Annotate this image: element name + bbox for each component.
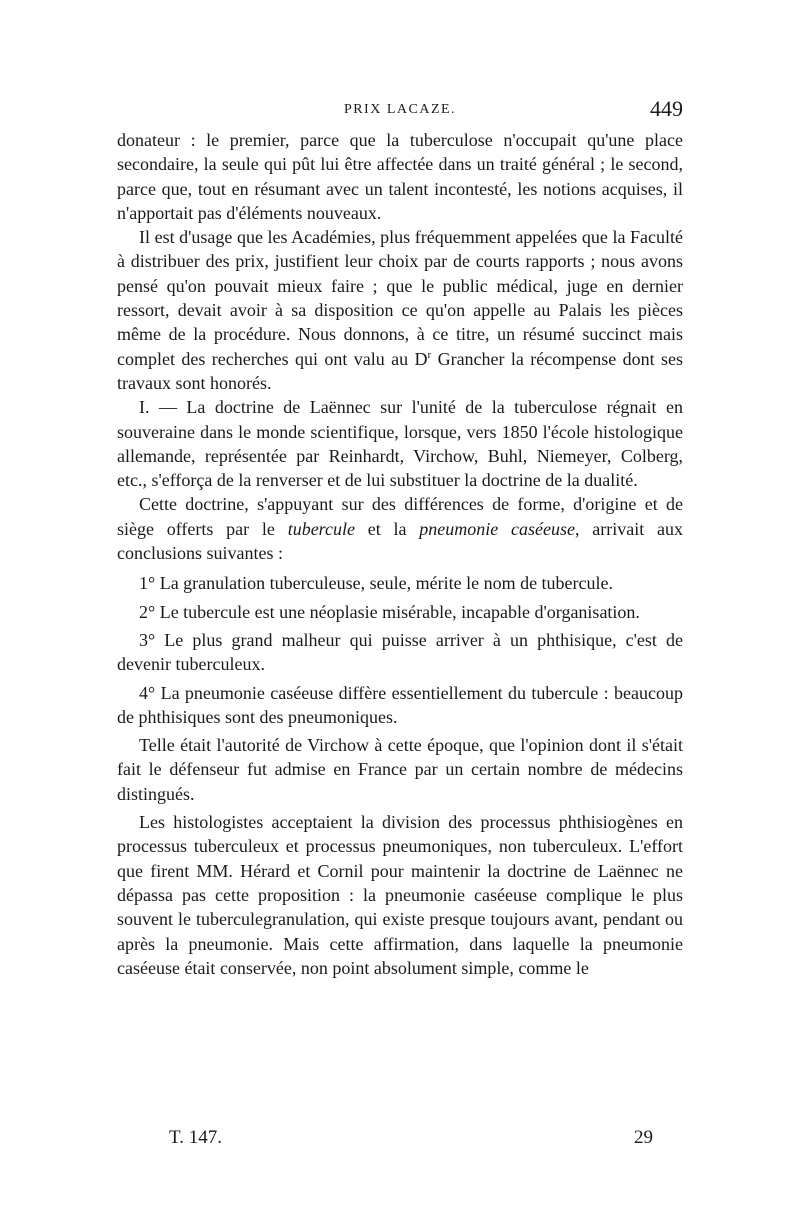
page-footer	[117, 1127, 683, 1155]
paragraph-6: Les histologistes acceptaient la division des processus phthisiogènes en processus tuberculeux et processus pneumoniques, non tuberculeux. L'effort que firent MM. Hérard et Cornil pour maintenir la doctrine de Laënnec ne dépassa pas cette proposition : la pneumonie caséeuse complique le plus souvent le tuberculegranulation, qui existe presque toujours avant, pendant ou après la pneumonie. Mais cette affirmation, dans laquelle la pneumonie caséeuse était conservée, non point absolument simple, comme le	[117, 812, 683, 978]
doctor-superscript: r	[427, 348, 432, 361]
list-item: 4° La pneumonie caséeuse diffère essentiellement du tubercule : beaucoup de phthisiques sont des pneumoniques.	[117, 682, 683, 727]
paragraph-1: donateur : le premier, parce que la tuberculose n'occupait qu'une place secondaire, la seule qui pût lui être affectée dans un traité général ; le second, parce que, tout en résumant avec un talent incontesté, les notions acquises, il n'apportait pas d'éléments nouveaux.	[117, 130, 683, 223]
paragraph-4-end: , arrivait aux conclusions suivantes :	[117, 518, 683, 564]
list-item: 1° La granulation tuberculeuse, seule, mérite le nom de tubercule.	[139, 573, 614, 594]
paragraph-2-text: Il est d'usage que les Académies, plus fréquemment appelées que la Faculté à distribuer des prix, justifient leur choix par de courts rapports ; nous avons pensé qu'on pouvait mieux faire ; que le public médical, juge en dernier ressort, devait avoir à sa disposition ce qu'on appelle au Palais les pièces même de la procédure. Nous donnons, à ce titre, un résumé succinct mais complet des recherches qui ont valu au D	[117, 227, 683, 369]
paragraph-2-tail: Grancher la récompense dont ses travaux sont honorés.	[117, 348, 683, 393]
italic-pneumonie-caseeuse: pneumonie caséeuse	[419, 518, 575, 539]
paragraph-5: Telle était l'autorité de Virchow à cette époque, que l'opinion dont il s'était fait le défenseur fut admise en France par un certain nombre de médecins distingués.	[117, 735, 683, 804]
page-header	[117, 96, 683, 126]
volume-mark: T. 147.	[169, 1127, 222, 1148]
signature-mark: 29	[634, 1127, 653, 1148]
paragraph-4-start: Cette doctrine, s'appuyant sur des différences de forme, d'origine et de siège offerts par le	[117, 494, 683, 539]
paragraph-3: I. — La doctrine de Laënnec sur l'unité de la tuberculose régnait en souveraine dans le monde scientifique, lorsque, vers 1850 l'école histologique allemande, représentée par Reinhardt, Virchow, Buhl, Niemeyer, Colberg, etc., s'efforça de la renverser et de lui substituer la doctrine de la dualité.	[117, 397, 683, 491]
body-text	[117, 128, 683, 980]
paragraph-2	[117, 225, 683, 395]
paragraph-4-mid: et la	[367, 518, 407, 539]
running-head: PRIX LACAZE.	[343, 102, 457, 117]
page-number: 449	[650, 96, 683, 121]
italic-tubercule: tubercule	[287, 518, 355, 539]
paragraph-4	[117, 492, 683, 565]
list-item: 3° Le plus grand malheur qui puisse arriver à un phthisique, c'est de devenir tuberculeux.	[117, 629, 683, 675]
list-item: 2° Le tubercule est une néoplasie misérable, incapable d'organisation.	[139, 601, 640, 622]
